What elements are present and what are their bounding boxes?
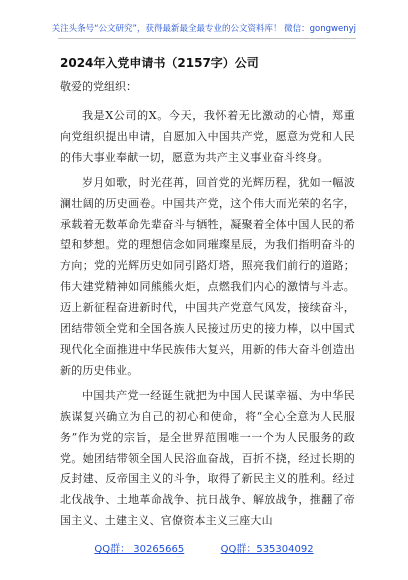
header-banner: 关注头条号“公文研究”，获得最新最全最专业的公文资料库！ 微信：gongwenyj (51, 24, 356, 34)
footer (0, 540, 408, 555)
paragraph-1: 我是X公司的X。今天，我怀着无比激动的心情，郑重向党组织提出申请，自愿加入中国共产党，愿意为党和人民的伟大事业奉献一切，愿意为共产主义事业奋斗终身。 (60, 109, 355, 164)
footer-qq-group-1: QQ群： 30265665 (94, 544, 185, 555)
paragraph-2: 岁月如歌，时光荏苒，回首党的光辉历程，犹如一幅波澜壮阔的历史画卷。中国共产党，这个伟大而光荣的名字，承载着无数革命先辈奋斗与牺牲，凝聚着全体中国人民的希望和梦想。党的理想信念如同璀璨星辰，为我们指明奋斗的方向；党的光辉历史如同引路灯塔，照亮我们前行的道路；伟大建党精神如同熊熊火炬，点燃我们内心的激情与斗志。迈上新征程奋进新时代，中国共产党意气风发，接续奋斗，团结带领全党和全国各族人民接过历史的接力棒，以中国式现代化全面推进中华民族伟大复兴，用新的伟大奋斗创造出新的历史伟业。 (60, 175, 355, 377)
document-title: 2024年入党申请书（2157字）公司 (60, 56, 259, 70)
paragraph-3: 中国共产党一经诞生就把为中国人民谋幸福、为中华民族谋复兴确立为自己的初心和使命，将“全心全意为人民服务”作为党的宗旨，是全世界范围唯一一个为人民服务的政党。她团结带领全国人民浴血奋战，百折不挠，经过长期的反封建、反帝国主义的斗争，取得了新民主义的胜利。经过北伐战争、土地革命战争、抗日战争、解放战争，推翻了帝国主义、土建主义、官僚资本主义三座大山 (60, 388, 355, 528)
salutation: 敬爱的党组织： (60, 80, 137, 93)
document-body (60, 54, 355, 536)
footer-qq-group-2: QQ群：535304092 (220, 544, 314, 555)
header-divider (58, 38, 356, 39)
